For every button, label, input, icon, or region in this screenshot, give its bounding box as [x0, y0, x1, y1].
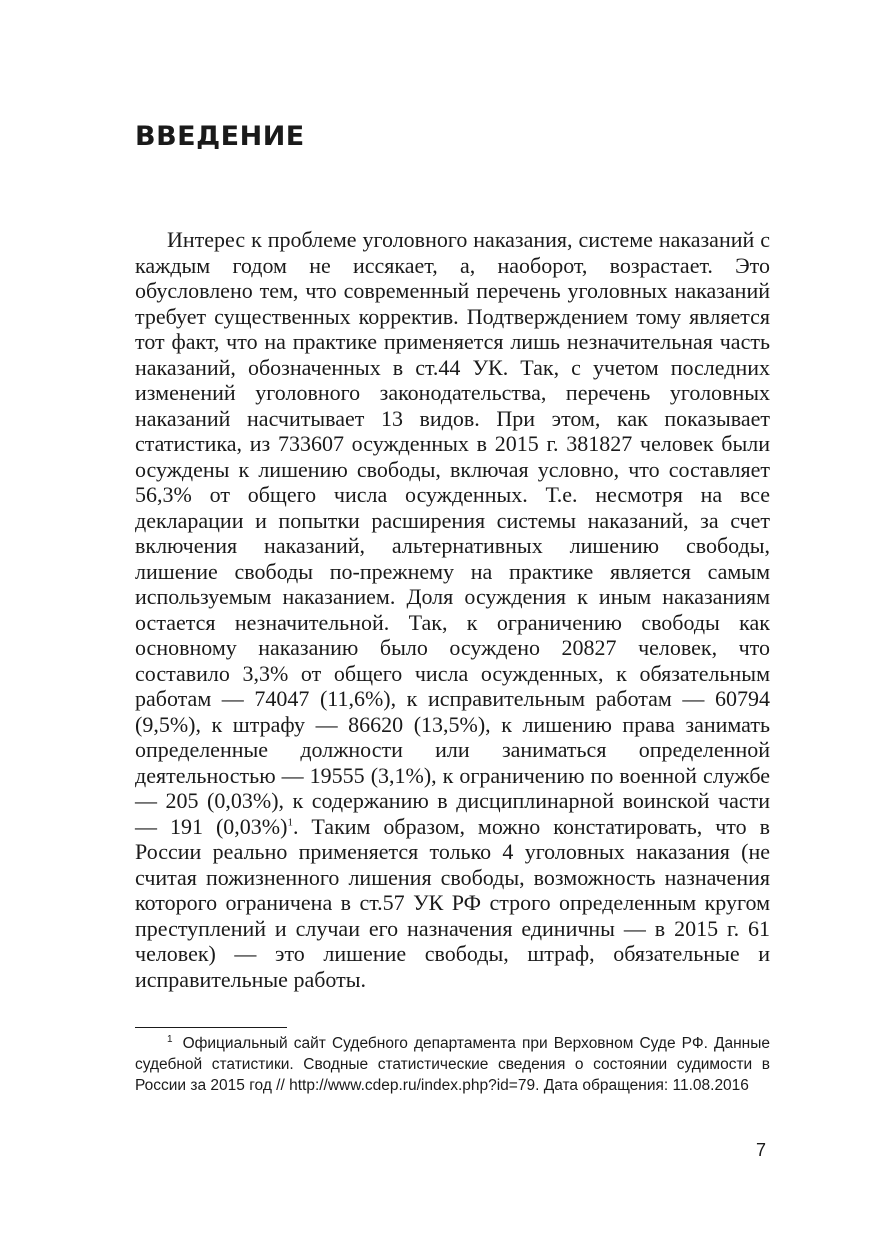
intro-paragraph — [135, 227, 770, 992]
page-number: 7 — [755, 1140, 766, 1160]
paragraph-text-part-2: . Таким образом, можно констатировать, что в России реально применяется только 4 уголовных наказания (не считая пожизненного лишения свободы, возможность назначения которого ограничена в ст.57 УК РФ строго определенным кругом преступлений и случаи его назначения единичны — в 2015 г. 61 человек) — это лишение свободы, штраф, обязательные и исправительные работы. — [135, 813, 770, 992]
footnote-number: 1 — [167, 1033, 173, 1045]
footnote-text: Официальный сайт Судебного департамента при Верховном Суде РФ. Данные судебной статистики. Сводные статистические сведения о состоянии судимости в России за 2015 год // http://www.cdep.ru/index.php?id=79. Дата обращения: 11.08.2016 — [135, 1035, 770, 1094]
chapter-heading: ВВЕДЕНИЕ — [135, 121, 305, 152]
footnote-separator — [135, 1027, 287, 1028]
footnote — [135, 1033, 770, 1096]
footnote-reference[interactable]: 1 — [287, 816, 293, 829]
paragraph-text-part-1: Интерес к проблеме уголовного наказания, системе наказаний с каждым годом не иссякает, а, наоборот, возрастает. Это обусловлено тем, что современный перечень уголовных наказаний требует существенных корректив. Подтверждением тому является тот факт, что на практике применяется лишь незначительная часть наказаний, обозначенных в ст.44 УК. Так, с учетом последних изменений уголовного законодательства, перечень уголовных наказаний насчитывает 13 видов. При этом, как показывает статистика, из 733607 осужденных в 2015 г. 381827 человек были осуждены к лишению свободы, включая условно, что составляет 56,3% от общего числа осужденных. Т.е. несмотря на все декларации и попытки расширения системы наказаний, за счет включения наказаний, альтернативных лишению свободы, лишение свободы по-прежнему на практике является самым используемым наказанием. Доля осуждения к иным наказаниям остается незначительной. Так, к ограничению свободы как основному наказанию было осуждено 20827 человек, что составило 3,3% от общего числа осужденных, к обязательным работам — 74047 (11,6%), к исправительным работам — 60794 (9,5%), к штрафу — 86620 (13,5%), к лишению права занимать определенные должности или заниматься определенной деятельностью — 19555 (3,1%), к ограничению по военной службе — 205 (0,03%), к содержанию в дисциплинарной воинской части — 191 (0,03%) — [135, 227, 770, 839]
